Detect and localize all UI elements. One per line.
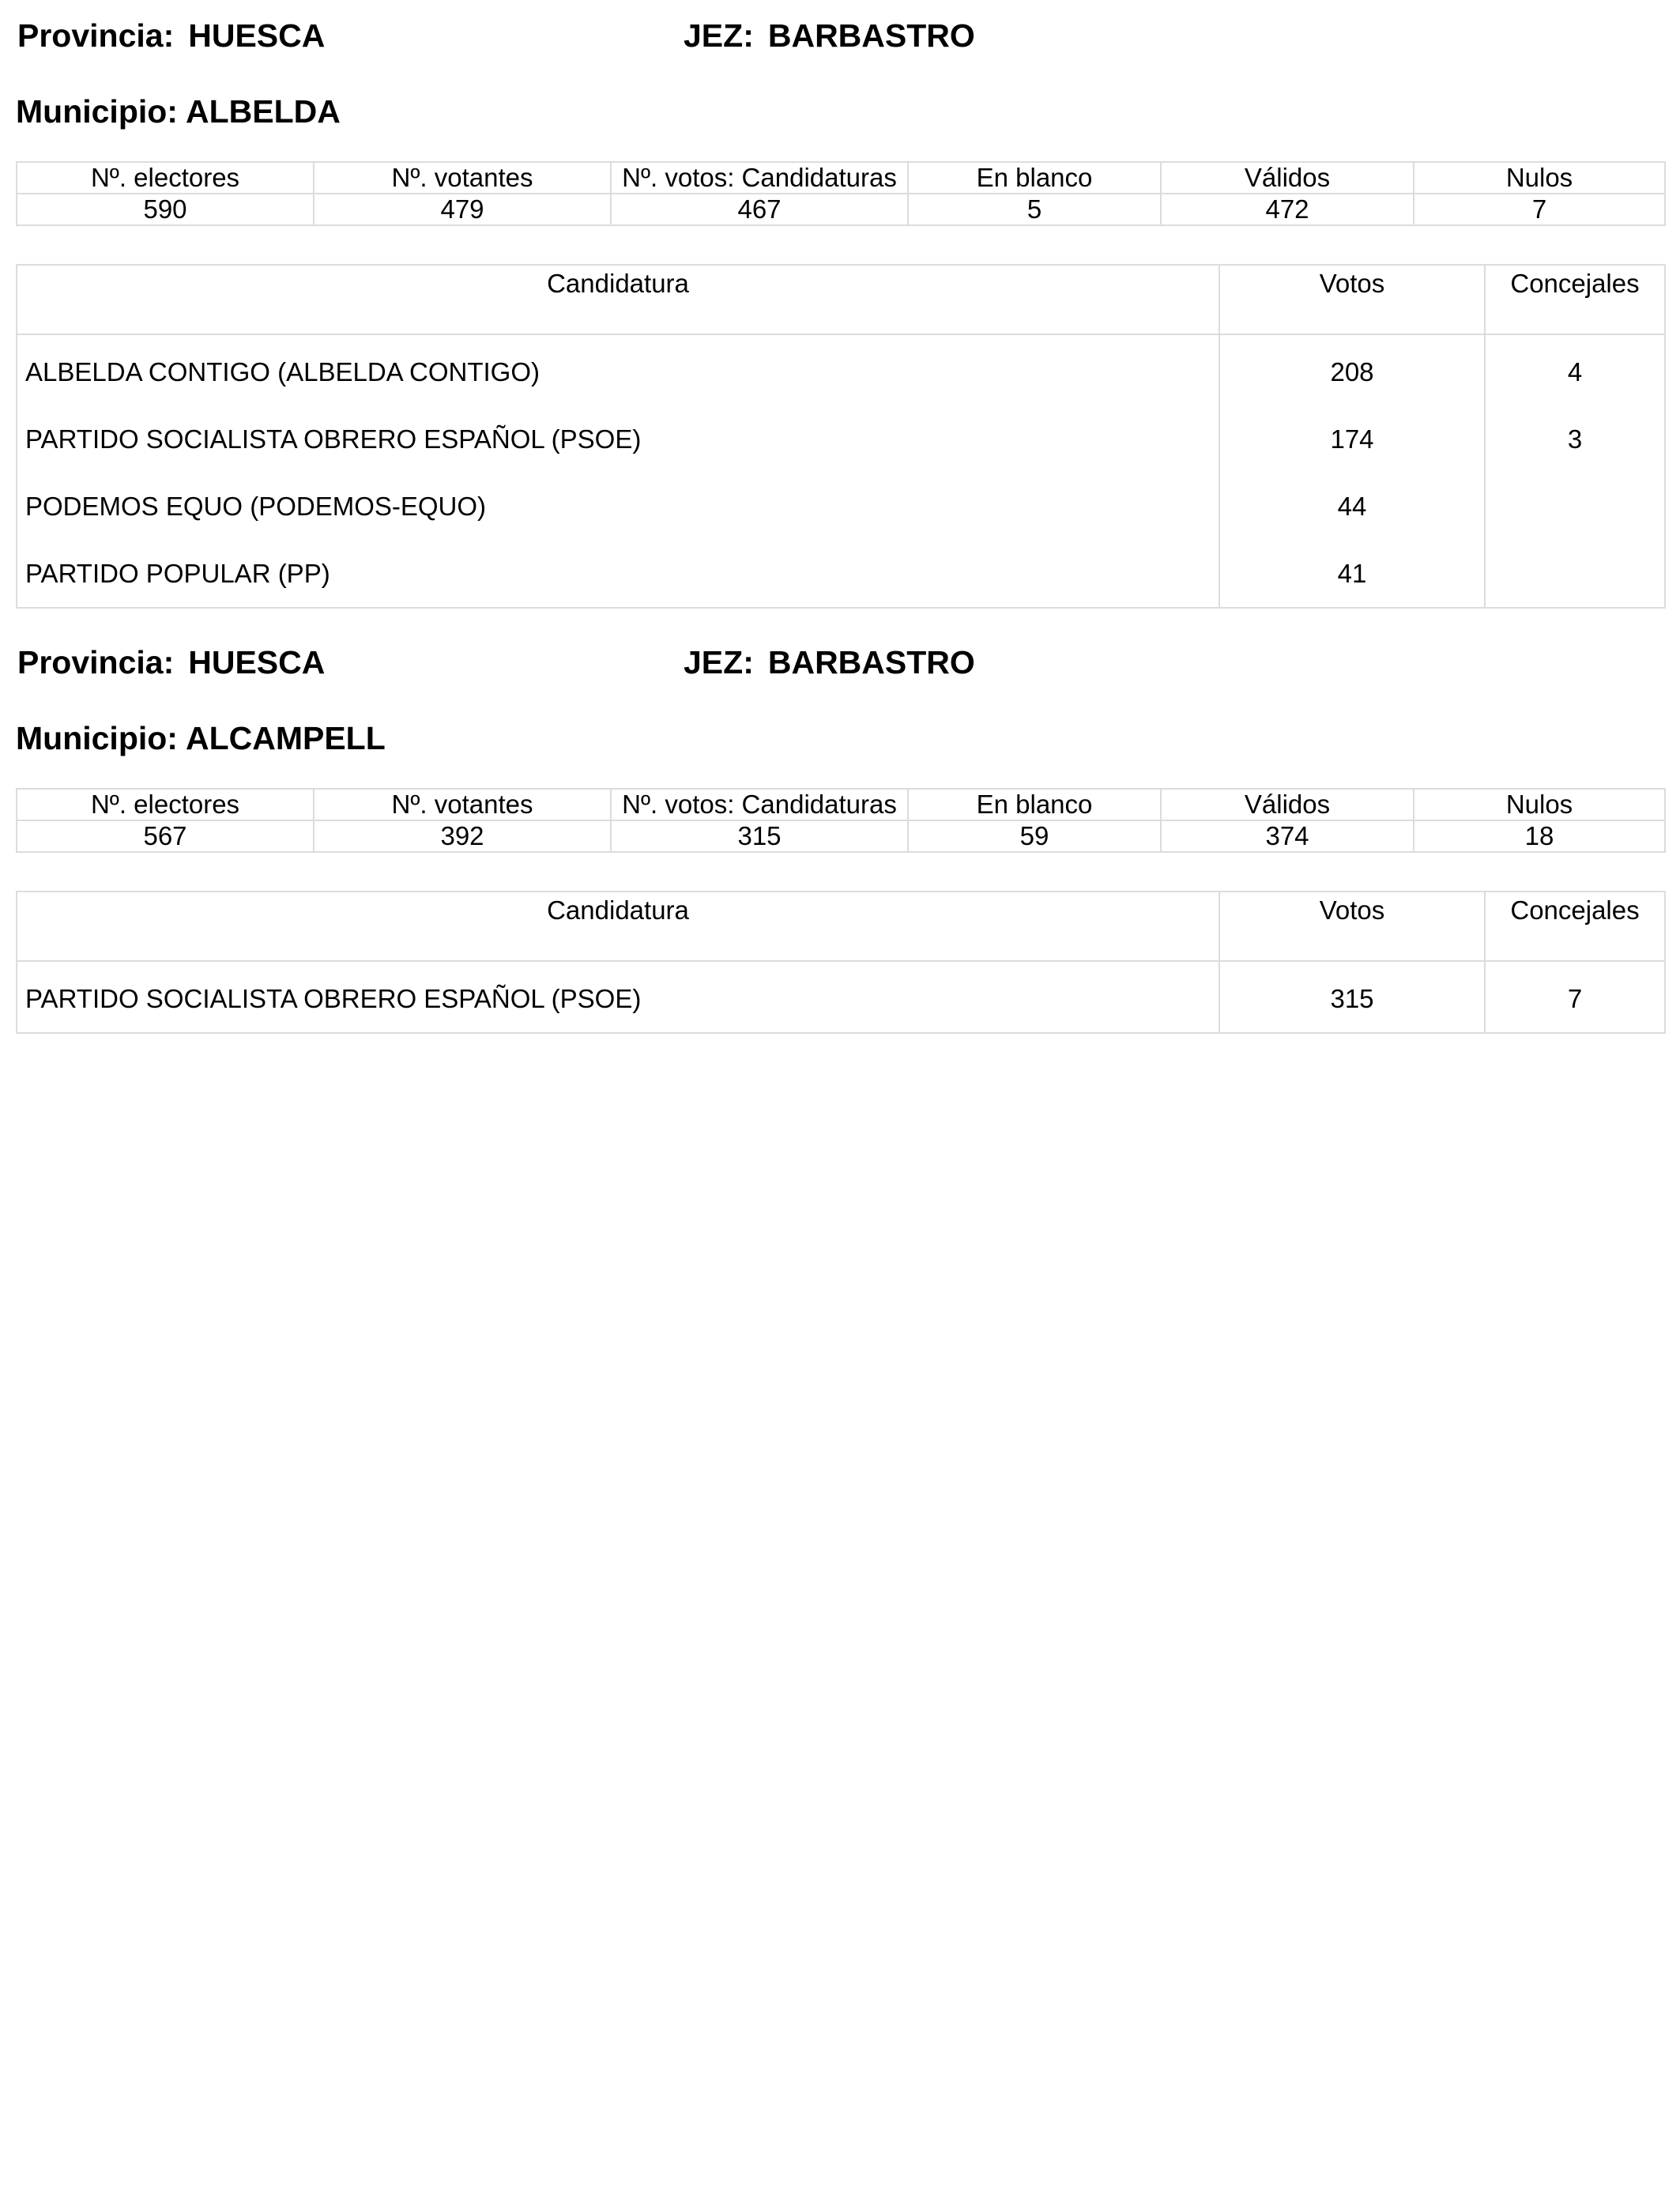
stats-value-validos: 374 [1161,820,1414,852]
municipio-label: Municipio: [16,720,178,756]
header-row [16,16,1664,55]
jez-heading [684,16,975,55]
stats-header-row [17,162,1665,194]
candidaturas-table [16,891,1666,1034]
cand-header-votos: Votos [1219,892,1485,961]
stats-value-electores: 567 [17,820,314,852]
cand-concejales: 4 [1485,334,1665,405]
provincia-value: HUESCA [188,644,326,680]
provincia-label: Provincia: [17,17,175,54]
stats-table [16,161,1666,226]
provincia-heading [17,16,325,55]
stats-header-nulos: Nulos [1414,789,1665,820]
jez-value: BARBASTRO [767,17,975,54]
cand-header-row [17,265,1665,334]
stats-value-en-blanco: 5 [908,194,1161,225]
municipio-value: ALCAMPELL [185,720,386,756]
stats-value-electores: 590 [17,194,314,225]
stats-value-row [17,820,1665,852]
jez-label: JEZ: [684,644,754,680]
stats-value-votantes: 392 [314,820,611,852]
cand-name: PARTIDO SOCIALISTA OBRERO ESPAÑOL (PSOE) [17,961,1219,1033]
stats-value-votantes: 479 [314,194,611,225]
provincia-label: Provincia: [17,644,175,680]
municipio-label: Municipio: [16,93,178,130]
stats-header-en-blanco: En blanco [908,789,1161,820]
cand-concejales: 7 [1485,961,1665,1033]
cand-header-candidatura: Candidatura [17,892,1219,961]
cand-votos: 315 [1219,961,1485,1033]
cand-header-candidatura: Candidatura [17,265,1219,334]
municipio-value: ALBELDA [185,93,341,130]
stats-header-validos: Válidos [1161,162,1414,194]
stats-header-nulos: Nulos [1414,162,1665,194]
header-row [16,643,1664,682]
cand-votos: 44 [1219,473,1485,540]
jez-value: BARBASTRO [767,644,975,680]
cand-header-row [17,892,1665,961]
stats-value-nulos: 7 [1414,194,1665,225]
table-row [17,405,1665,473]
cand-header-concejales: Concejales [1485,265,1665,334]
stats-value-votos-candidaturas: 467 [611,194,908,225]
stats-value-nulos: 18 [1414,820,1665,852]
cand-votos: 208 [1219,334,1485,405]
cand-name: PODEMOS EQUO (PODEMOS-EQUO) [17,473,1219,540]
stats-header-electores: Nº. electores [17,162,314,194]
cand-concejales [1485,540,1665,608]
candidaturas-table [16,264,1666,609]
cand-votos: 41 [1219,540,1485,608]
stats-header-row [17,789,1665,820]
municipio-heading [16,718,386,758]
stats-header-votantes: Nº. votantes [314,789,611,820]
table-row [17,540,1665,608]
cand-concejales: 3 [1485,405,1665,473]
provincia-heading [17,643,325,682]
stats-value-row [17,194,1665,225]
stats-value-votos-candidaturas: 315 [611,820,908,852]
municipio-heading [16,92,341,131]
stats-header-electores: Nº. electores [17,789,314,820]
cand-votos: 174 [1219,405,1485,473]
stats-header-votantes: Nº. votantes [314,162,611,194]
cand-header-concejales: Concejales [1485,892,1665,961]
cand-name: PARTIDO SOCIALISTA OBRERO ESPAÑOL (PSOE) [17,405,1219,473]
cand-name: ALBELDA CONTIGO (ALBELDA CONTIGO) [17,334,1219,405]
jez-heading [684,643,975,682]
table-row [17,334,1665,405]
stats-table [16,788,1666,853]
stats-value-validos: 472 [1161,194,1414,225]
stats-header-en-blanco: En blanco [908,162,1161,194]
cand-header-votos: Votos [1219,265,1485,334]
provincia-value: HUESCA [188,17,326,54]
stats-header-votos-candidaturas: Nº. votos: Candidaturas [611,789,908,820]
cand-concejales [1485,473,1665,540]
jez-label: JEZ: [684,17,754,54]
table-row [17,473,1665,540]
stats-header-validos: Válidos [1161,789,1414,820]
cand-name: PARTIDO POPULAR (PP) [17,540,1219,608]
table-row [17,961,1665,1033]
stats-value-en-blanco: 59 [908,820,1161,852]
stats-header-votos-candidaturas: Nº. votos: Candidaturas [611,162,908,194]
